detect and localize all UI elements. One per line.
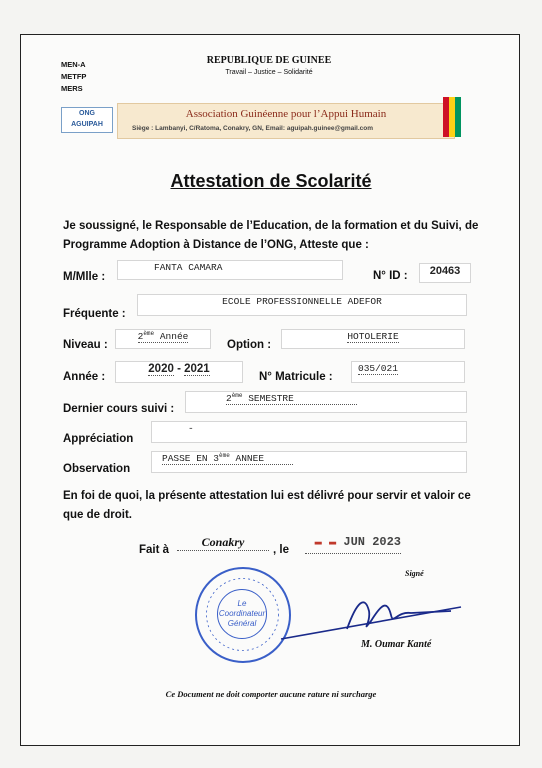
year-separator: - xyxy=(177,363,181,375)
logo-line: AGUIPAH xyxy=(71,121,103,128)
observation-label: Observation xyxy=(63,463,131,475)
intro-text: Je soussigné, le Responsable de l’Education, de la formation et du Suivi, de Programme Adoption à Distance de l’ONG, Atteste que : xyxy=(63,220,479,251)
stamp-text: Coordinateur xyxy=(218,609,266,618)
option-field xyxy=(281,329,465,349)
appreciation-label: Appréciation xyxy=(63,433,134,445)
document-page xyxy=(20,34,520,746)
city-handwritten: Conakry xyxy=(177,535,269,551)
matricule-label: N° Matricule : xyxy=(259,371,333,383)
date-label: , le xyxy=(273,544,289,556)
option-label: Option : xyxy=(227,339,272,351)
level-value: 2ème Année xyxy=(137,329,189,342)
course-label: Dernier cours suivi : xyxy=(63,403,175,415)
signatory-name: M. Oumar Kanté xyxy=(361,639,432,650)
school-field: ECOLE PROFESSIONNELLE ADEFOR xyxy=(137,294,467,316)
id-label: N° ID : xyxy=(373,270,408,282)
year-end: 2021 xyxy=(184,363,210,375)
year-start: 2020 xyxy=(148,363,174,375)
date-stamp: ▬ ▬ JUN 2023 xyxy=(305,535,401,554)
association-banner xyxy=(117,103,455,139)
stamp-text: Général xyxy=(227,619,257,628)
logo-line: ONG xyxy=(79,110,95,117)
school-label: Fréquente : xyxy=(63,308,126,320)
association-address: Siège : Lambanyi, C/Ratoma, Conakry, GN, Email: aguipah.guinee@gmail.com xyxy=(132,125,373,132)
association-name: Association Guinéenne pour l’Appui Humain xyxy=(185,108,387,120)
ong-logo xyxy=(61,107,113,133)
name-label: M/Mlle : xyxy=(63,271,106,283)
ministry-item: METFP xyxy=(61,72,87,81)
course-value: 2ème SEMESTRE xyxy=(226,393,357,405)
republic-title: REPUBLIQUE DE GUINEE xyxy=(206,55,332,66)
observation-value: PASSE EN 3ème ANNEE xyxy=(162,453,293,465)
stamp-text: Le xyxy=(237,599,247,608)
ministry-list xyxy=(61,59,86,95)
ministry-item: MERS xyxy=(61,84,83,93)
level-label: Niveau : xyxy=(63,339,108,351)
republic-motto: Travail – Justice – Solidarité xyxy=(225,69,313,76)
name-field: FANTA CAMARA xyxy=(117,260,343,280)
conclusion-text: En foi de quoi, la présente attestation lui est délivré pour servir et valoir ce que de droit. xyxy=(63,490,471,521)
ministry-item: MEN-A xyxy=(61,60,86,69)
option-value: HOTOLERIE xyxy=(347,331,399,342)
stamp-center xyxy=(217,589,267,639)
document-title: Attestation de Scolarité xyxy=(170,171,372,191)
footer-note: Ce Document ne doit comporter aucune rature ni surcharge xyxy=(165,689,377,699)
appreciation-field: - xyxy=(151,421,467,443)
matricule-value: 035/021 xyxy=(358,363,398,374)
guinea-flag-icon xyxy=(443,97,461,137)
matricule-field xyxy=(351,361,465,383)
course-field xyxy=(185,391,467,413)
signed-label: Signé xyxy=(405,569,424,578)
level-field xyxy=(115,329,211,349)
year-field xyxy=(115,361,243,383)
year-label: Année : xyxy=(63,371,106,383)
id-field: 20463 xyxy=(419,263,471,283)
fait-label: Fait à xyxy=(139,544,170,556)
observation-field xyxy=(151,451,467,473)
